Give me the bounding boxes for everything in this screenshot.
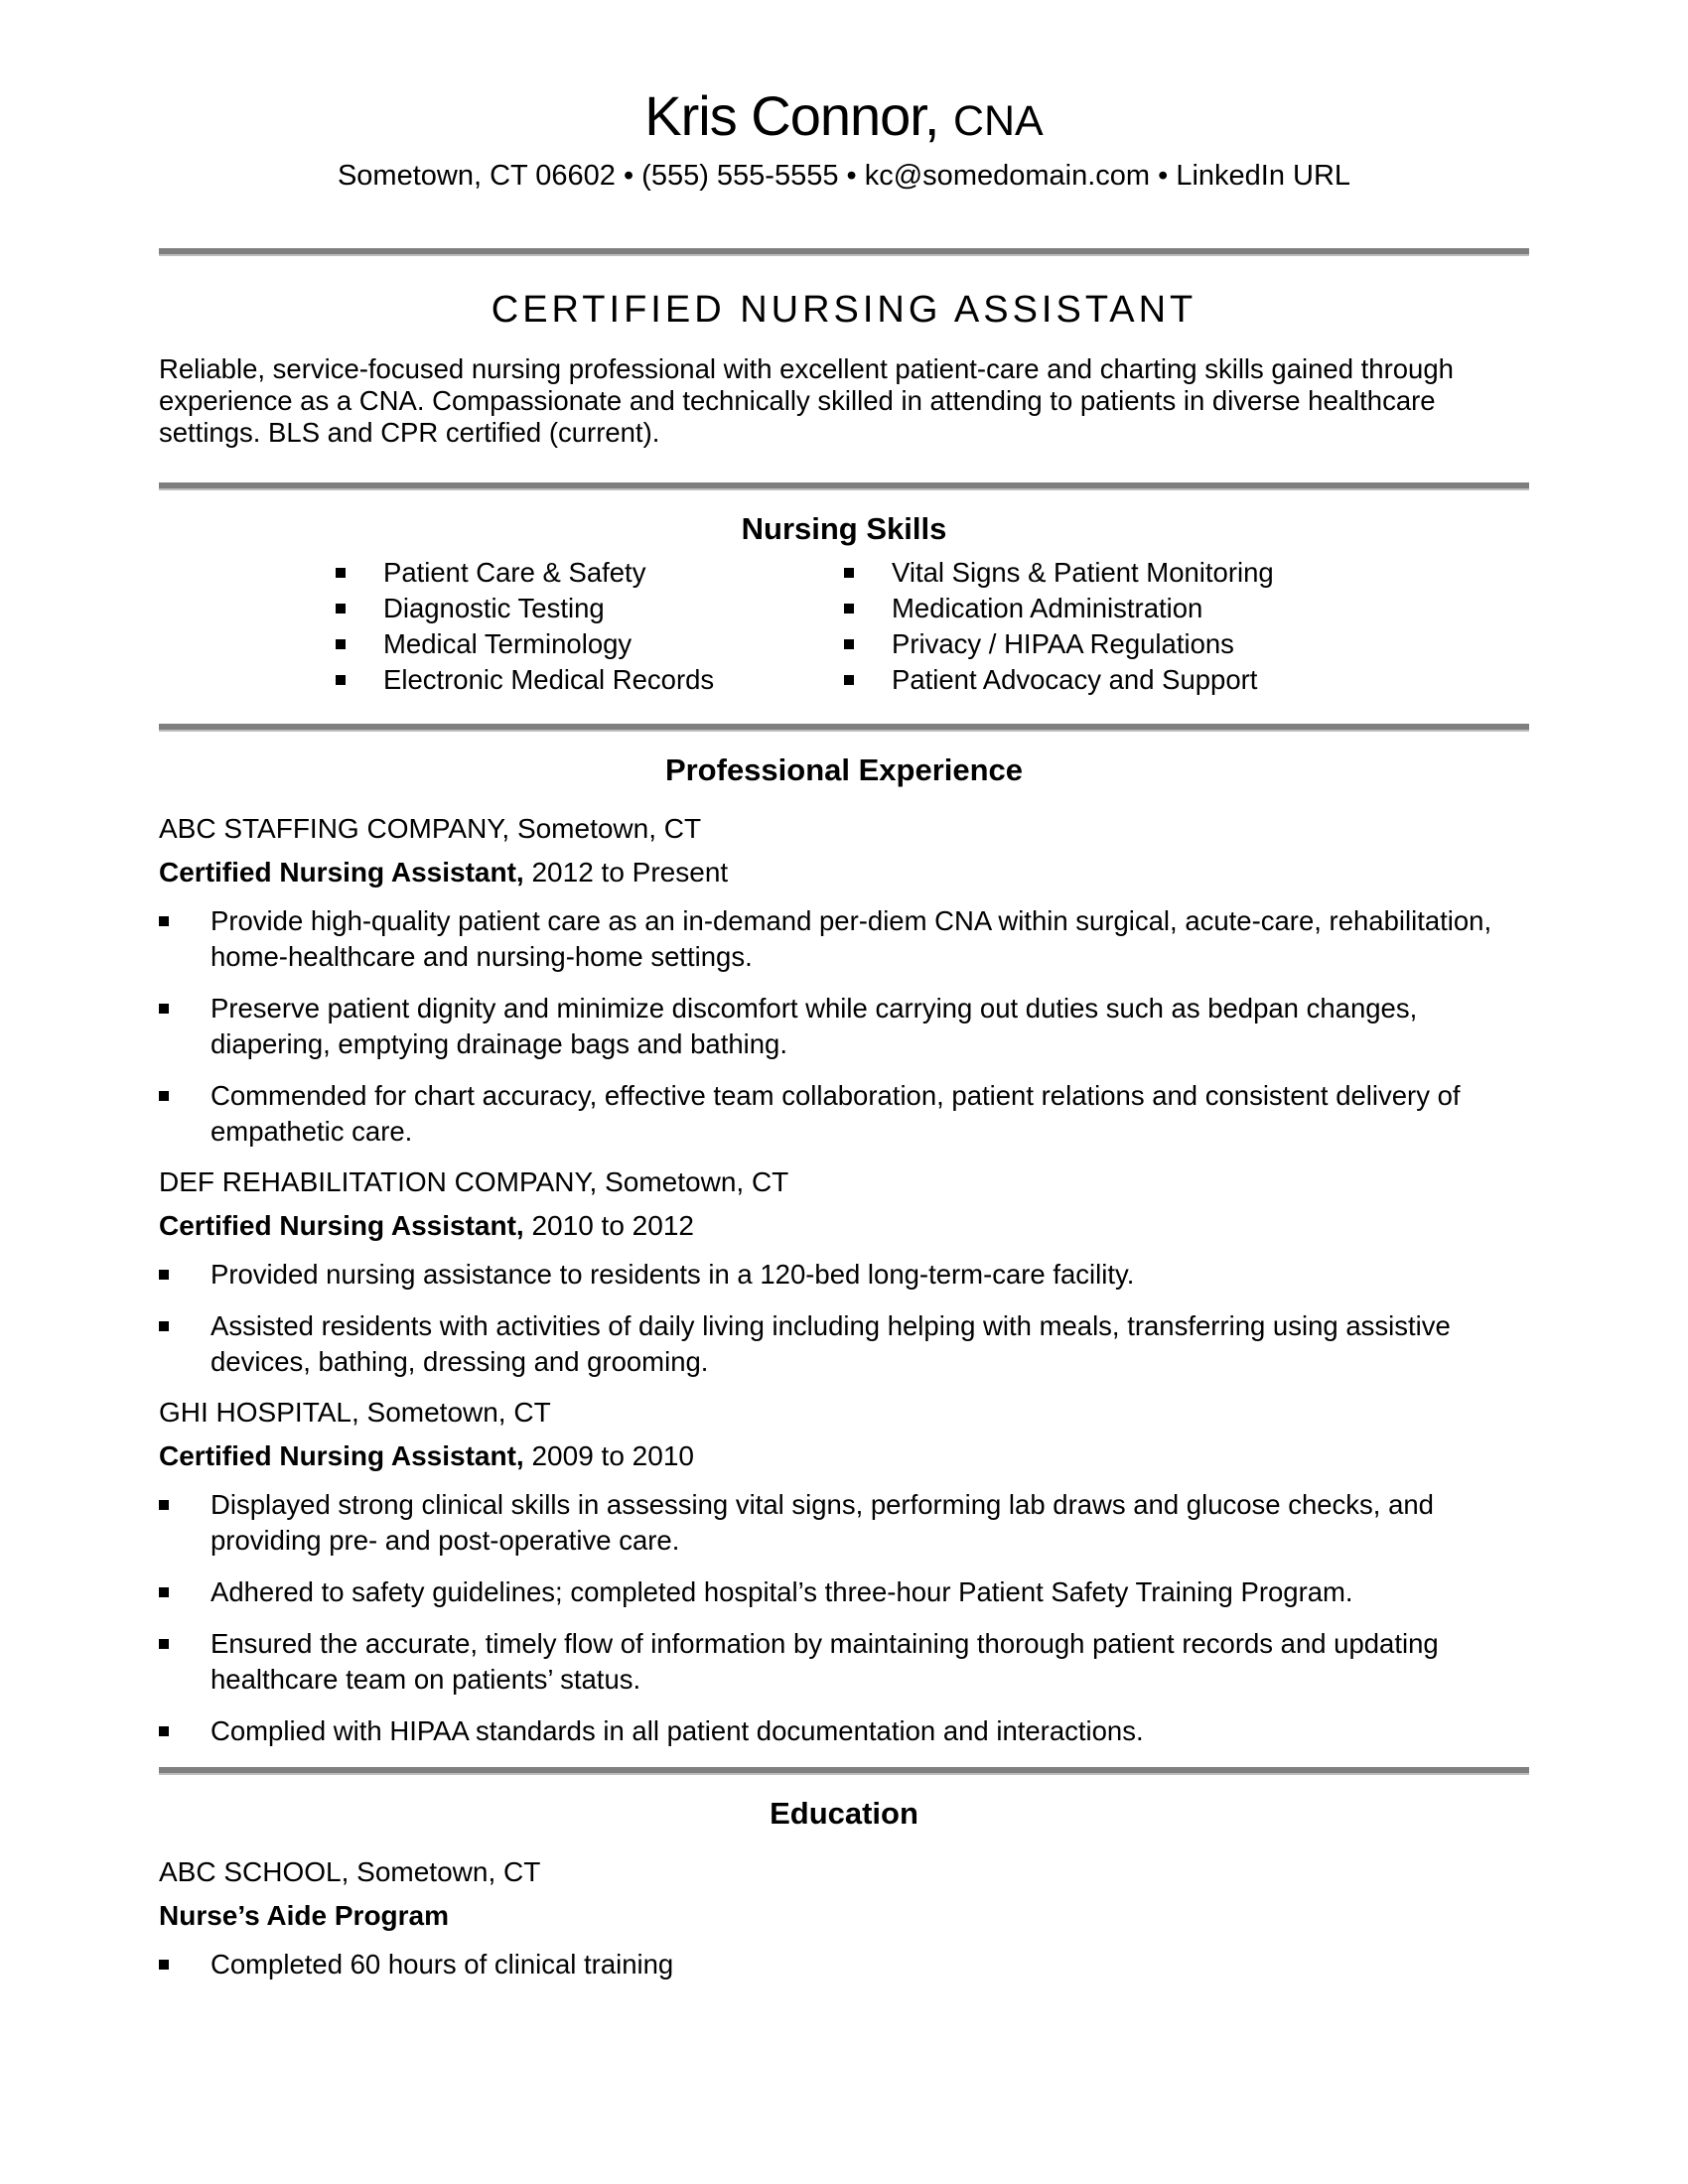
education-entry [159,1855,1529,1982]
job-bullet-text: Ensured the accurate, timely flow of information by maintaining thorough patient records and updating healthcare team on patients’ status. [211,1627,1439,1695]
bullet-icon [159,916,169,926]
job-bullet-list [159,903,1529,1150]
job-bullet [159,991,1529,1062]
bullet-icon [336,639,346,649]
bullet-icon [159,1270,169,1280]
summary-section [159,288,1529,449]
education-bullet-list [159,1947,1529,1982]
job-bullet [159,1487,1529,1559]
candidate-name-text: Kris Connor, [644,84,939,147]
job-bullet-text: Displayed strong clinical skills in assessing vital signs, performing lab draws and glucose checks, and providing pre- and post-operative care. [211,1488,1434,1556]
bullet-icon [159,1960,169,1970]
skill-label: Patient Care & Safety [383,556,646,588]
school-line: ABC SCHOOL, Sometown, CT [159,1855,541,1887]
bullet-icon [844,639,854,649]
program-line: Nurse’s Aide Program [159,1899,450,1931]
header [159,85,1529,193]
skills-column-right [844,555,1529,698]
role-line [159,1209,1529,1243]
section-divider [159,1767,1529,1775]
job-entry [159,1396,1529,1749]
job-bullet-text: Adhered to safety guidelines; completed hospital’s three-hour Patient Safety Training Program. [211,1575,1353,1607]
skill-item [844,555,1529,591]
job-bullet-text: Provided nursing assistance to residents in a 120-bed long-term-care facility. [211,1258,1135,1290]
job-bullet [159,1626,1529,1698]
bullet-icon [159,1726,169,1736]
experience-title: Professional Experience [664,751,1024,787]
company-line: ABC STAFFING COMPANY, Sometown, CT [159,812,702,844]
contact-line: Sometown, CT 06602 • (555) 555-5555 • kc@somedomain.com • LinkedIn URL [337,159,1351,192]
job-bullet [159,903,1529,975]
job-entry [159,1165,1529,1380]
candidate-credential: CNA [952,97,1044,145]
job-bullet-text: Assisted residents with activities of daily living including helping with meals, transferring using assistive devices, bathing, dressing and grooming. [211,1309,1451,1377]
skill-item [844,662,1529,698]
skills-grid [159,555,1529,698]
role-line [159,856,1529,889]
job-bullet-text: Complied with HIPAA standards in all patient documentation and interactions. [211,1714,1144,1746]
section-divider [159,724,1529,732]
summary-text: Reliable, service-focused nursing professional with excellent patient-care and charting skills gained through experience as a CNA. Compassionate and technically skilled in attending to patients in diverse healthcare settings. BLS and CPR certified (current). [159,352,1454,448]
role-title: Certified Nursing Assistant, [159,856,524,887]
bullet-icon [336,604,346,614]
role-dates: 2012 to Present [531,856,729,887]
job-bullet-list [159,1257,1529,1380]
job-bullet-text: Preserve patient dignity and minimize discomfort while carrying out duties such as bedpan changes, diapering, emptying drainage bags and bathing. [211,992,1418,1059]
skill-label: Electronic Medical Records [383,663,715,695]
education-title: Education [770,1795,918,1831]
skill-item [336,662,844,698]
bullet-icon [159,1639,169,1649]
skill-item [336,555,844,591]
job-bullet [159,1257,1529,1293]
job-bullet [159,1078,1529,1150]
company-line: GHI HOSPITAL, Sometown, CT [159,1396,551,1428]
skill-item [336,626,844,662]
section-divider [159,248,1529,256]
bullet-icon [159,1587,169,1597]
bullet-icon [159,1500,169,1510]
experience-section [159,751,1529,1749]
bullet-icon [159,1004,169,1014]
education-bullet [159,1947,1529,1982]
skill-item [336,591,844,626]
bullet-icon [159,1321,169,1331]
role-dates: 2010 to 2012 [531,1209,694,1241]
education-section [159,1795,1529,1982]
skill-item [844,626,1529,662]
role-dates: 2009 to 2010 [531,1439,694,1471]
job-bullet [159,1308,1529,1380]
job-bullet [159,1713,1529,1749]
job-bullet [159,1574,1529,1610]
role-line [159,1439,1529,1473]
skill-item [844,591,1529,626]
resume-headline: CERTIFIED NURSING ASSISTANT [491,289,1197,332]
section-divider [159,482,1529,490]
job-bullet-list [159,1487,1529,1749]
skill-label: Patient Advocacy and Support [892,663,1258,695]
skills-section [159,510,1529,698]
skills-title: Nursing Skills [741,510,947,546]
role-title: Certified Nursing Assistant, [159,1439,524,1471]
bullet-icon [336,675,346,685]
skill-label: Medication Administration [892,592,1203,623]
job-bullet-text: Commended for chart accuracy, effective team collaboration, patient relations and consistent delivery of empathetic care. [211,1079,1461,1147]
job-bullet-text: Provide high-quality patient care as an in-demand per-diem CNA within surgical, acute-care, rehabilitation, home-healthcare and nursing-home settings. [211,904,1492,972]
bullet-icon [159,1091,169,1101]
company-line: DEF REHABILITATION COMPANY, Sometown, CT [159,1165,789,1197]
skill-label: Medical Terminology [383,627,633,659]
bullet-icon [844,568,854,578]
skill-label: Diagnostic Testing [383,592,605,623]
job-entry [159,812,1529,1150]
skill-label: Vital Signs & Patient Monitoring [892,556,1274,588]
bullet-icon [844,604,854,614]
candidate-name [159,85,1529,147]
bullet-icon [844,675,854,685]
education-bullet-text: Completed 60 hours of clinical training [211,1948,674,1979]
bullet-icon [336,568,346,578]
skill-label: Privacy / HIPAA Regulations [892,627,1234,659]
role-title: Certified Nursing Assistant, [159,1209,524,1241]
skills-column-left [159,555,844,698]
